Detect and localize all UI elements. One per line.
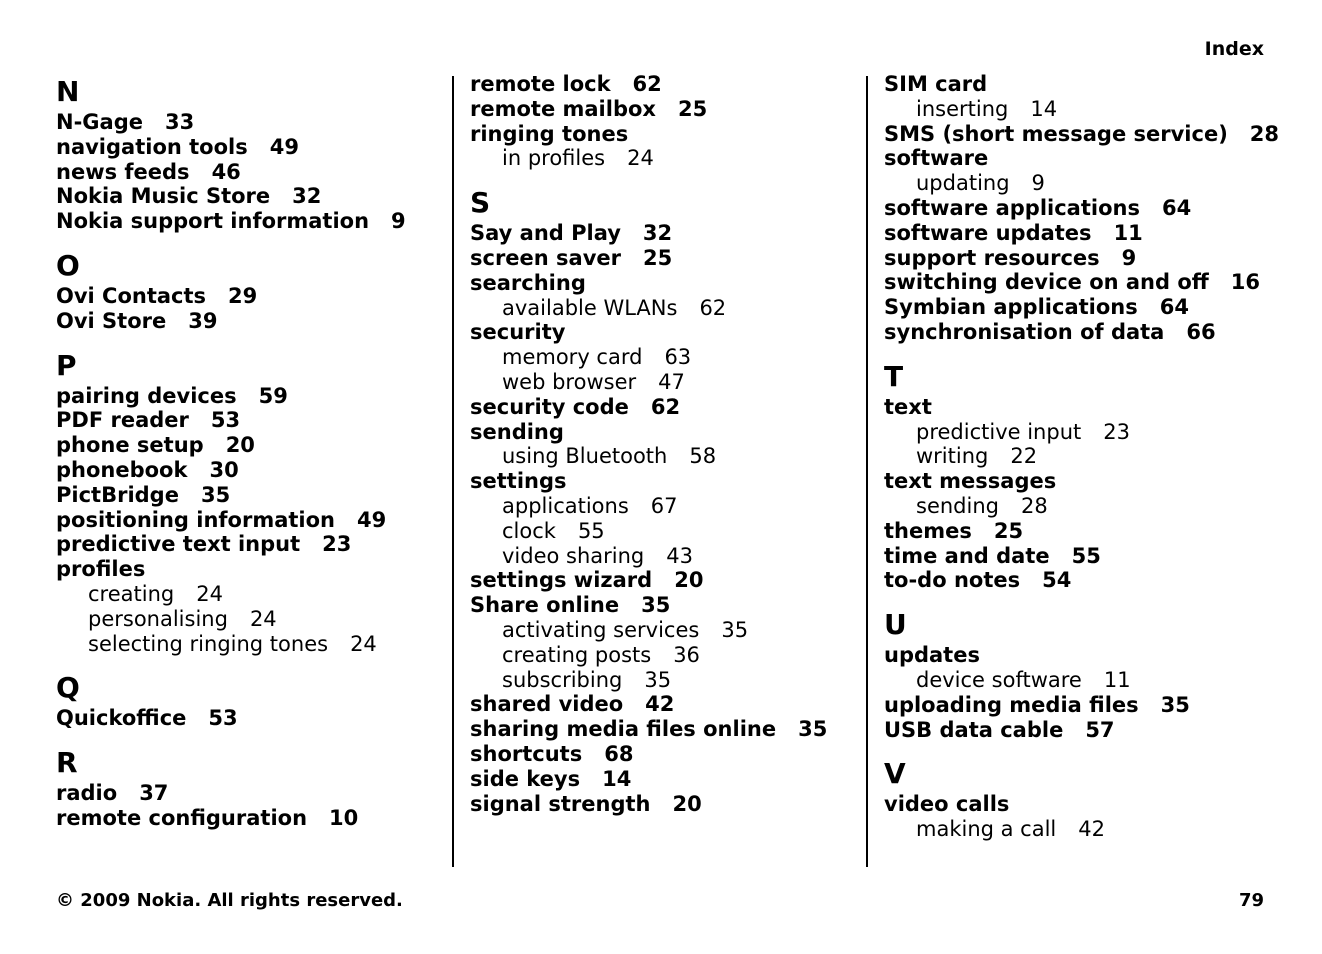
subentry-page-number: 42 — [1078, 817, 1105, 842]
index-subentry — [470, 544, 865, 569]
index-entry — [470, 97, 865, 122]
subentry-term: video sharing — [502, 543, 645, 568]
subentry-term: device software — [916, 667, 1082, 692]
index-entry — [884, 718, 1279, 743]
entry-term: sharing media files online — [470, 717, 777, 742]
entry-page-number: 57 — [1085, 717, 1115, 742]
entry-page-number: 53 — [210, 408, 241, 433]
entry-term: signal strength — [470, 791, 651, 816]
entry-page-number: 42 — [645, 692, 675, 717]
entry-page-number: 62 — [650, 394, 681, 419]
entry-term: remote mailbox — [470, 96, 656, 121]
entry-term: software applications — [884, 195, 1140, 220]
index-section — [470, 72, 865, 171]
entry-term: themes — [884, 518, 972, 543]
index-entry — [56, 110, 451, 135]
index-subentry — [470, 519, 865, 544]
index-subentry — [470, 494, 865, 519]
index-column-3 — [884, 72, 1279, 842]
subentry-page-number: 23 — [1103, 419, 1130, 444]
index-entry — [884, 295, 1279, 320]
entry-term: PDF reader — [56, 408, 189, 433]
subentry-term: creating — [88, 581, 175, 606]
index-section — [56, 745, 451, 831]
entry-page-number: 59 — [258, 383, 288, 408]
subentry-page-number: 67 — [650, 493, 678, 518]
index-subentry — [470, 296, 865, 321]
entry-term: SMS (short message service) — [884, 121, 1228, 146]
entry-term: positioning information — [56, 507, 335, 532]
subentry-page-number: 55 — [577, 518, 605, 543]
entry-page-number: 33 — [164, 110, 195, 134]
index-entry — [56, 433, 451, 458]
subentry-term: sending — [916, 493, 999, 518]
index-subentry — [884, 444, 1279, 469]
index-entry — [56, 557, 451, 582]
index-entry — [56, 781, 451, 806]
subentry-term: subscribing — [502, 667, 623, 692]
index-section — [884, 359, 1279, 593]
subentry-page-number: 35 — [644, 667, 672, 692]
entry-page-number: 20 — [225, 433, 255, 458]
section-letter: Q — [56, 671, 80, 705]
index-entry — [884, 221, 1279, 246]
entry-term: software updates — [884, 220, 1092, 245]
section-letter: S — [470, 186, 491, 220]
index-entry — [470, 246, 865, 271]
index-entry — [470, 271, 865, 296]
section-letter: O — [56, 248, 80, 282]
index-entry — [56, 806, 451, 831]
section-letter: U — [884, 608, 907, 642]
subentry-term: updating — [916, 171, 1010, 196]
entry-term: settings wizard — [470, 568, 653, 593]
index-entry — [470, 792, 865, 817]
index-section — [470, 185, 865, 816]
subentry-term: creating posts — [502, 642, 652, 667]
index-entry — [470, 742, 865, 767]
index-section — [884, 607, 1279, 742]
entry-page-number: 28 — [1249, 121, 1280, 146]
index-entry — [56, 209, 451, 234]
entry-page-number: 49 — [269, 134, 299, 159]
section-letter: V — [884, 757, 906, 791]
subentry-term: inserting — [916, 96, 1009, 121]
section-letter: R — [56, 746, 78, 780]
copyright-notice: © 2009 Nokia. All rights reserved. — [56, 890, 403, 911]
entry-page-number: 64 — [1159, 295, 1189, 320]
index-entry — [884, 568, 1279, 593]
entry-page-number: 11 — [1113, 220, 1143, 245]
running-header: Index — [1204, 38, 1264, 60]
index-subentry — [56, 632, 451, 657]
entry-term: SIM card — [884, 72, 988, 96]
subentry-term: web browser — [502, 369, 637, 394]
index-entry — [56, 508, 451, 533]
index-subentry — [470, 146, 865, 171]
subentry-page-number: 43 — [666, 543, 693, 568]
index-entry — [884, 122, 1279, 147]
index-entry — [884, 72, 1279, 97]
subentry-page-number: 24 — [627, 146, 654, 171]
entry-term: Nokia support information — [56, 209, 370, 234]
entry-page-number: 62 — [632, 72, 662, 96]
entry-term: settings — [470, 469, 567, 494]
index-entry — [56, 532, 451, 557]
index-subentry — [56, 582, 451, 607]
section-letter: T — [884, 359, 904, 393]
entry-term: switching device on and off — [884, 270, 1209, 295]
index-entry — [470, 692, 865, 717]
index-subentry — [470, 444, 865, 469]
entry-term: Share online — [470, 593, 620, 618]
index-entry — [470, 395, 865, 420]
entry-page-number: 30 — [209, 457, 239, 482]
entry-page-number: 16 — [1230, 270, 1261, 295]
index-entry — [884, 693, 1279, 718]
subentry-page-number: 47 — [658, 369, 685, 394]
index-column-1 — [56, 72, 451, 831]
entry-term: to-do notes — [884, 568, 1021, 593]
entry-term: pairing devices — [56, 383, 237, 408]
index-entry — [56, 458, 451, 483]
index-subentry — [884, 171, 1279, 196]
entry-page-number: 49 — [357, 507, 387, 532]
subentry-page-number: 24 — [196, 581, 223, 606]
index-subentry — [884, 668, 1279, 693]
index-column-2 — [470, 72, 865, 816]
index-entry — [56, 309, 451, 334]
subentry-page-number: 28 — [1020, 493, 1048, 518]
entry-term: radio — [56, 781, 118, 806]
entry-term: phone setup — [56, 433, 204, 458]
entry-term: security — [470, 320, 566, 345]
entry-page-number: 29 — [228, 283, 258, 308]
subentry-term: memory card — [502, 345, 643, 370]
entry-page-number: 35 — [798, 717, 828, 742]
entry-page-number: 32 — [292, 184, 322, 209]
column-divider — [452, 76, 454, 867]
entry-page-number: 10 — [329, 805, 359, 830]
index-entry — [56, 184, 451, 209]
page-number: 79 — [1238, 890, 1264, 911]
entry-page-number: 35 — [1160, 692, 1190, 717]
entry-term: Ovi Contacts — [56, 283, 207, 308]
entry-page-number: 25 — [643, 245, 673, 270]
subentry-page-number: 35 — [721, 617, 749, 642]
entry-term: ringing tones — [470, 121, 629, 146]
subentry-page-number: 24 — [350, 631, 377, 656]
entry-term: news feeds — [56, 159, 190, 184]
index-section — [884, 756, 1279, 842]
subentry-term: in profiles — [502, 146, 606, 171]
entry-page-number: 9 — [391, 209, 406, 234]
subentry-page-number: 24 — [249, 606, 277, 631]
entry-page-number: 53 — [208, 706, 238, 731]
subentry-term: predictive input — [916, 419, 1082, 444]
subentry-term: writing — [916, 444, 989, 469]
index-entry — [470, 568, 865, 593]
entry-term: support resources — [884, 245, 1100, 270]
entry-term: security code — [470, 394, 629, 419]
entry-term: shared video — [470, 692, 624, 717]
entry-page-number: 9 — [1121, 245, 1137, 270]
index-entry — [56, 384, 451, 409]
entry-term: Say and Play — [470, 221, 621, 246]
entry-term: shortcuts — [470, 741, 583, 766]
index-subentry — [470, 668, 865, 693]
entry-page-number: 25 — [677, 96, 708, 121]
entry-page-number: 32 — [642, 221, 673, 246]
entry-term: navigation tools — [56, 134, 248, 159]
index-entry — [884, 544, 1279, 569]
subentry-page-number: 58 — [689, 444, 717, 469]
index-section — [56, 74, 451, 234]
index-entry — [470, 717, 865, 742]
index-subentry — [470, 618, 865, 643]
entry-term: time and date — [884, 543, 1050, 568]
entry-term: PictBridge — [56, 482, 179, 507]
entry-term: software — [884, 146, 989, 171]
entry-term: text messages — [884, 469, 1057, 494]
subentry-page-number: 62 — [699, 295, 727, 320]
entry-term: predictive text input — [56, 532, 301, 557]
entry-term: Quickoffice — [56, 706, 187, 731]
index-section — [884, 72, 1279, 345]
entry-term: phonebook — [56, 457, 188, 482]
entry-page-number: 25 — [993, 518, 1024, 543]
entry-page-number: 66 — [1186, 319, 1216, 344]
entry-page-number: 68 — [604, 741, 634, 766]
index-subentry — [884, 817, 1279, 842]
subentry-term: clock — [502, 518, 556, 543]
index-entry — [884, 320, 1279, 345]
index-entry — [470, 469, 865, 494]
entry-page-number: 20 — [672, 791, 702, 816]
subentry-page-number: 9 — [1031, 171, 1045, 196]
index-subentry — [470, 370, 865, 395]
entry-term: profiles — [56, 557, 146, 582]
entry-term: synchronisation of data — [884, 319, 1165, 344]
index-section — [56, 248, 451, 334]
index-subentry — [56, 607, 451, 632]
index-entry — [884, 270, 1279, 295]
entry-term: Nokia Music Store — [56, 184, 271, 209]
index-subentry — [470, 643, 865, 668]
subentry-page-number: 14 — [1030, 96, 1058, 121]
entry-page-number: 37 — [139, 781, 169, 806]
section-letter: N — [56, 75, 80, 108]
index-entry — [56, 284, 451, 309]
index-entry — [56, 483, 451, 508]
entry-page-number: 46 — [211, 159, 241, 184]
index-entry — [470, 221, 865, 246]
entry-page-number: 35 — [200, 482, 231, 507]
index-entry — [884, 146, 1279, 171]
entry-term: video calls — [884, 792, 1010, 817]
subentry-term: selecting ringing tones — [88, 631, 329, 656]
entry-page-number: 23 — [322, 532, 352, 557]
index-entry — [884, 792, 1279, 817]
index-entry — [56, 408, 451, 433]
index-entry — [56, 160, 451, 185]
entry-term: searching — [470, 270, 586, 295]
index-entry — [470, 420, 865, 445]
entry-term: sending — [470, 419, 564, 444]
index-entry — [884, 196, 1279, 221]
entry-term: updates — [884, 643, 980, 668]
entry-term: remote configuration — [56, 805, 308, 830]
entry-page-number: 20 — [674, 568, 704, 593]
index-section — [56, 670, 451, 731]
subentry-page-number: 63 — [664, 345, 692, 370]
subentry-page-number: 36 — [673, 642, 700, 667]
subentry-page-number: 11 — [1103, 667, 1131, 692]
index-entry — [470, 320, 865, 345]
entry-page-number: 64 — [1161, 195, 1192, 220]
subentry-term: applications — [502, 493, 629, 518]
index-section — [56, 348, 451, 657]
entry-term: Symbian applications — [884, 295, 1138, 320]
entry-term: uploading media files — [884, 692, 1139, 717]
index-entry — [470, 72, 865, 97]
index-subentry — [884, 494, 1279, 519]
column-divider — [866, 76, 868, 867]
entry-page-number: 54 — [1042, 568, 1072, 593]
subentry-term: personalising — [88, 606, 228, 631]
index-entry — [884, 519, 1279, 544]
entry-term: Ovi Store — [56, 308, 167, 333]
entry-page-number: 14 — [602, 766, 632, 791]
index-entry — [470, 767, 865, 792]
index-subentry — [884, 420, 1279, 445]
index-entry — [56, 706, 451, 731]
entry-term: text — [884, 394, 932, 419]
index-entry — [884, 643, 1279, 668]
subentry-term: using Bluetooth — [502, 444, 668, 469]
index-subentry — [884, 97, 1279, 122]
index-entry — [470, 122, 865, 147]
subentry-page-number: 22 — [1010, 444, 1038, 469]
index-entry — [884, 469, 1279, 494]
index-entry — [470, 593, 865, 618]
entry-term: side keys — [470, 766, 581, 791]
entry-page-number: 55 — [1071, 543, 1101, 568]
entry-term: N-Gage — [56, 110, 143, 134]
index-subentry — [470, 345, 865, 370]
entry-page-number: 39 — [188, 308, 218, 333]
subentry-term: activating services — [502, 617, 700, 642]
index-entry — [56, 135, 451, 160]
index-entry — [884, 395, 1279, 420]
subentry-term: available WLANs — [502, 295, 678, 320]
entry-term: screen saver — [470, 245, 622, 270]
index-entry — [884, 246, 1279, 271]
entry-term: USB data cable — [884, 717, 1064, 742]
subentry-term: making a call — [916, 817, 1057, 842]
entry-page-number: 35 — [641, 593, 671, 618]
entry-term: remote lock — [470, 72, 611, 96]
section-letter: P — [56, 348, 77, 382]
